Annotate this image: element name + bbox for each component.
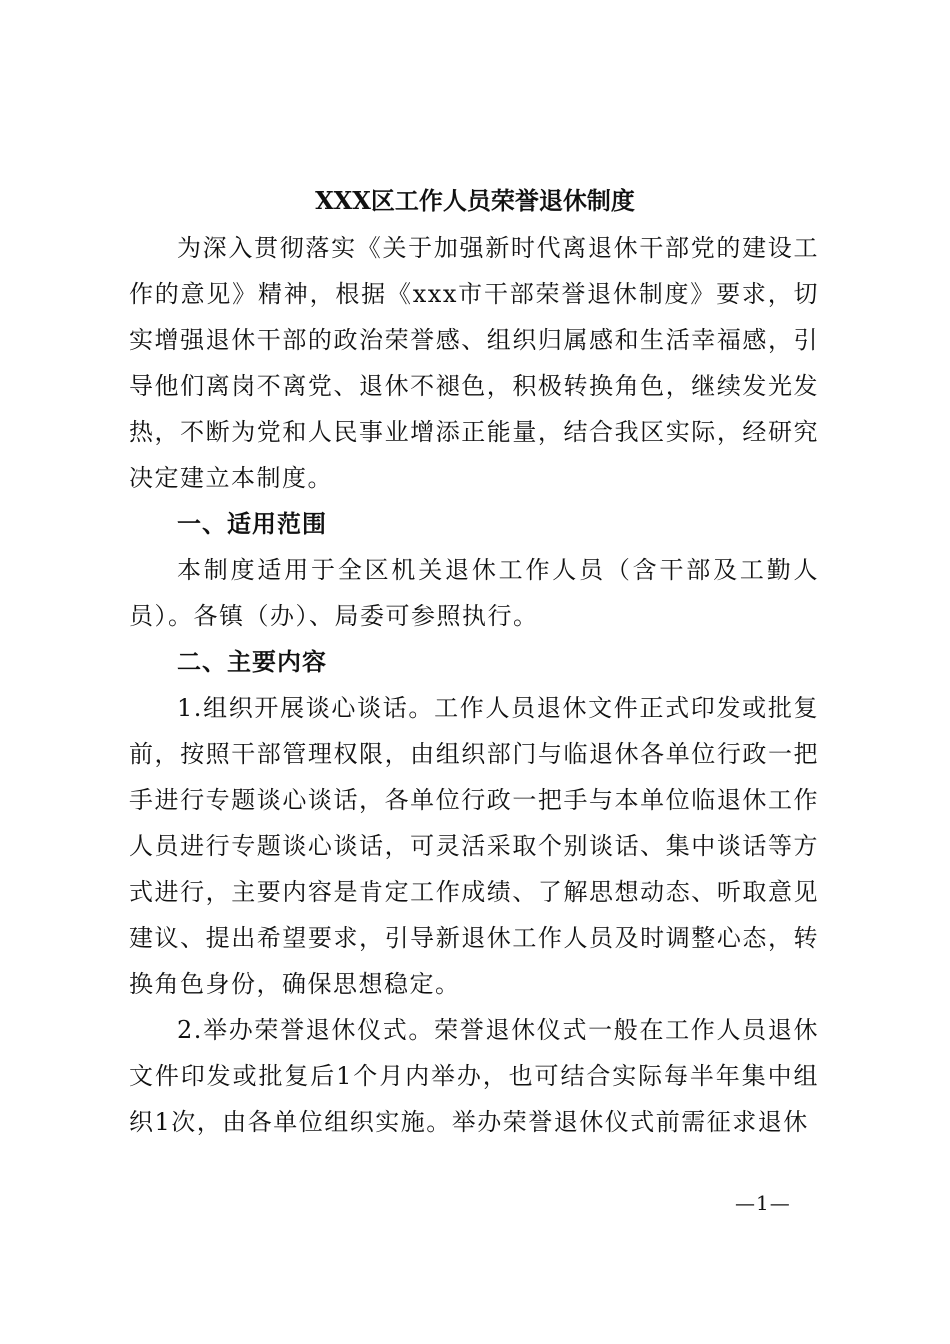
intro-paragraph: 为深入贯彻落实《关于加强新时代离退休干部党的建设工作的意见》精神，根据《xxx市干部荣誉退休制度》要求，切实增强退休干部的政治荣誉感、组织归属感和生活幸福感，引导他们离岗不离党、退休不褪色，积极转换角色，继续发光发热，不断为党和人民事业增添正能量，结合我区实际，经研究决定建立本制度。 <box>129 234 819 492</box>
content-item-1-paragraph: 1.组织开展谈心谈话。工作人员退休文件正式印发或批复前，按照干部管理权限，由组织部门与临退休各单位行政一把手进行专题谈心谈话，各单位行政一把手与本单位临退休工作人员进行专题谈心谈话，可灵活采取个别谈话、集中谈话等方式进行，主要内容是肯定工作成绩、了解思想动态、听取意见建议、提出希望要求，引导新退休工作人员及时调整心态，转换角色身份，确保思想稳定。 <box>129 694 819 998</box>
document-title: XXX区工作人员荣誉退休制度 <box>315 186 635 215</box>
page-number: —1— <box>735 1191 791 1215</box>
section-heading-main-content: 二、主要内容 <box>177 648 327 676</box>
scope-paragraph: 本制度适用于全区机关退休工作人员（含干部及工勤人员）。各镇（办）、局委可参照执行。 <box>129 556 819 630</box>
content-item-2-paragraph: 2.举办荣誉退休仪式。荣誉退休仪式一般在工作人员退休文件印发或批复后1个月内举办，也可结合实际每半年集中组织1次，由各单位组织实施。举办荣誉退休仪式前需征求退休 <box>129 1016 819 1136</box>
section-heading-scope: 一、适用范围 <box>177 510 327 538</box>
